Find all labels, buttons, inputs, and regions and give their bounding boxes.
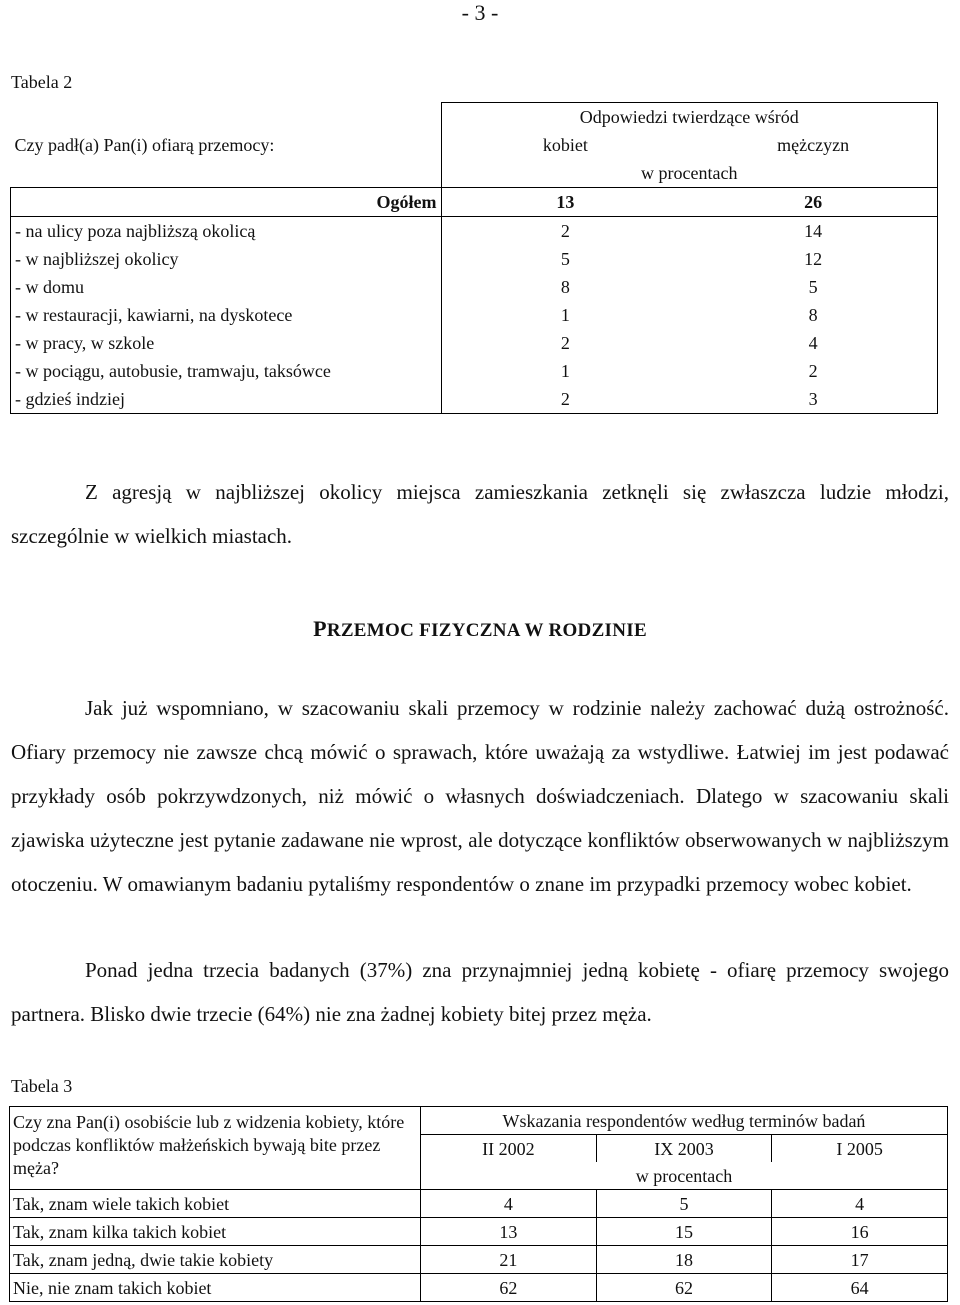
table2-empty-cell — [11, 103, 442, 132]
paragraph-text: Z agresją w najbliższej okolicy miejsca zamieszkania zetknęli się zwłaszcza ludzie młodzi, szczególnie w wielkich miastach. — [11, 480, 949, 548]
table3-cell: 16 — [772, 1218, 948, 1246]
table3-cell: 15 — [596, 1218, 772, 1246]
table2-row — [11, 329, 938, 357]
table3-header-group: Wskazania respondentów według terminów badań — [421, 1107, 948, 1135]
table2-row-label: Ogółem — [11, 188, 442, 217]
table3 — [9, 1106, 948, 1302]
table3-col: I 2005 — [772, 1135, 948, 1163]
table2-header-row-1 — [11, 103, 938, 132]
paragraph-statistics — [11, 948, 949, 1036]
table3-cell: 21 — [421, 1246, 597, 1274]
table2-row — [11, 217, 938, 246]
table3-cell: 64 — [772, 1274, 948, 1302]
table3-row — [10, 1246, 948, 1274]
paragraph-caution — [11, 686, 949, 906]
table3-col: II 2002 — [421, 1135, 597, 1163]
table3-cell: 4 — [421, 1190, 597, 1218]
table2-cell-women: 2 — [441, 329, 689, 357]
paragraph-text: Jak już wspomniano, w szacowaniu skali przemocy w rodzinie należy zachować dużą ostrożność. Ofiary przemocy nie zawsze chcą mówić o sprawach, które uważają za wstydliwe. Łatwiej im jest podawać przykłady osób pokrzywdzonych, niż mówić o własnych doświadczeniach. Dlatego w szacowaniu skali zjawiska użyteczne jest pytanie zadawane nie wprost, ale dotyczące konfliktów obserwowanych w najbliższym otoczeniu. W omawianym badaniu pytaliśmy respondentów o znane im przypadki przemocy wobec kobiet. — [11, 696, 949, 896]
table3-row-label: Nie, nie znam takich kobiet — [10, 1274, 421, 1302]
table3-cell: 13 — [421, 1218, 597, 1246]
table3-question: Czy zna Pan(i) osobiście lub z widzenia kobiety, które podczas konfliktów małżeńskich bywają bite przez męża? — [10, 1107, 421, 1190]
table3-row — [10, 1274, 948, 1302]
table2-cell-women: 1 — [441, 301, 689, 329]
heading-first-letter: P — [313, 616, 327, 641]
table3-row-label: Tak, znam wiele takich kobiet — [10, 1190, 421, 1218]
table2-row — [11, 273, 938, 301]
table2-label: Tabela 2 — [11, 72, 73, 92]
table3-row — [10, 1218, 948, 1246]
table2 — [10, 102, 938, 414]
table2-cell-men: 2 — [689, 357, 937, 385]
table3-cell: 4 — [772, 1190, 948, 1218]
table2-cell-men: 5 — [689, 273, 937, 301]
table2-header-group: Odpowiedzi twierdzące wśród — [441, 103, 938, 132]
table2-cell-men: 26 — [689, 188, 937, 217]
section-heading — [0, 616, 960, 642]
table2-col-men: mężczyzn — [689, 131, 937, 159]
table3-row-label: Tak, znam kilka takich kobiet — [10, 1218, 421, 1246]
table2-header-row-2 — [11, 131, 938, 159]
table3-cell: 17 — [772, 1246, 948, 1274]
table3-row-label: Tak, znam jedną, dwie takie kobiety — [10, 1246, 421, 1274]
table2-row — [11, 357, 938, 385]
table2-row-total — [11, 188, 938, 217]
table2-row-label: - w pociągu, autobusie, tramwaju, taksówce — [11, 357, 442, 385]
table2-row-label: - w restauracji, kawiarni, na dyskotece — [11, 301, 442, 329]
table2-cell-women: 13 — [441, 188, 689, 217]
heading-rest: RZEMOC FIZYCZNA W RODZINIE — [326, 620, 647, 641]
table2-cell-women: 2 — [441, 385, 689, 414]
table2-row — [11, 245, 938, 273]
table2-question: Czy padł(a) Pan(i) ofiarą przemocy: — [14, 135, 275, 155]
table2-row-label: - gdzieś indziej — [11, 385, 442, 414]
table3-cell: 62 — [421, 1274, 597, 1302]
table2-cell-men: 3 — [689, 385, 937, 414]
table3-unit: w procentach — [421, 1162, 948, 1190]
table2-cell-women: 1 — [441, 357, 689, 385]
table2-row-label: - w pracy, w szkole — [11, 329, 442, 357]
table3-row — [10, 1190, 948, 1218]
table3-cell: 62 — [596, 1274, 772, 1302]
paragraph-text: Ponad jedna trzecia badanych (37%) zna przynajmniej jedną kobietę - ofiarę przemocy swojego partnera. Blisko dwie trzecie (64%) nie zna żadnej kobiety bitej przez męża. — [11, 958, 949, 1026]
table3-label: Tabela 3 — [11, 1076, 73, 1096]
table2-cell-men: 14 — [689, 217, 937, 246]
table2-cell-women: 2 — [441, 217, 689, 246]
table2-cell-women: 5 — [441, 245, 689, 273]
table2-row — [11, 385, 938, 414]
table2-cell-men: 12 — [689, 245, 937, 273]
table3-col: IX 2003 — [596, 1135, 772, 1163]
table2-row-label: - w najbliższej okolicy — [11, 245, 442, 273]
table2-unit: w procentach — [441, 159, 938, 188]
table3-header-row-1 — [10, 1107, 948, 1135]
table2-col-women: kobiet — [441, 131, 689, 159]
table2-cell-men: 8 — [689, 301, 937, 329]
table2-row-label: - w domu — [11, 273, 442, 301]
paragraph-young-people — [11, 470, 949, 558]
table3-cell: 5 — [596, 1190, 772, 1218]
page-number: - 3 - — [461, 0, 499, 25]
table2-row-label: - na ulicy poza najbliższą okolicą — [11, 217, 442, 246]
table2-row — [11, 301, 938, 329]
table2-cell-women: 8 — [441, 273, 689, 301]
table2-empty-cell — [11, 159, 442, 188]
table2-header-row-3 — [11, 159, 938, 188]
table3-cell: 18 — [596, 1246, 772, 1274]
table2-cell-men: 4 — [689, 329, 937, 357]
